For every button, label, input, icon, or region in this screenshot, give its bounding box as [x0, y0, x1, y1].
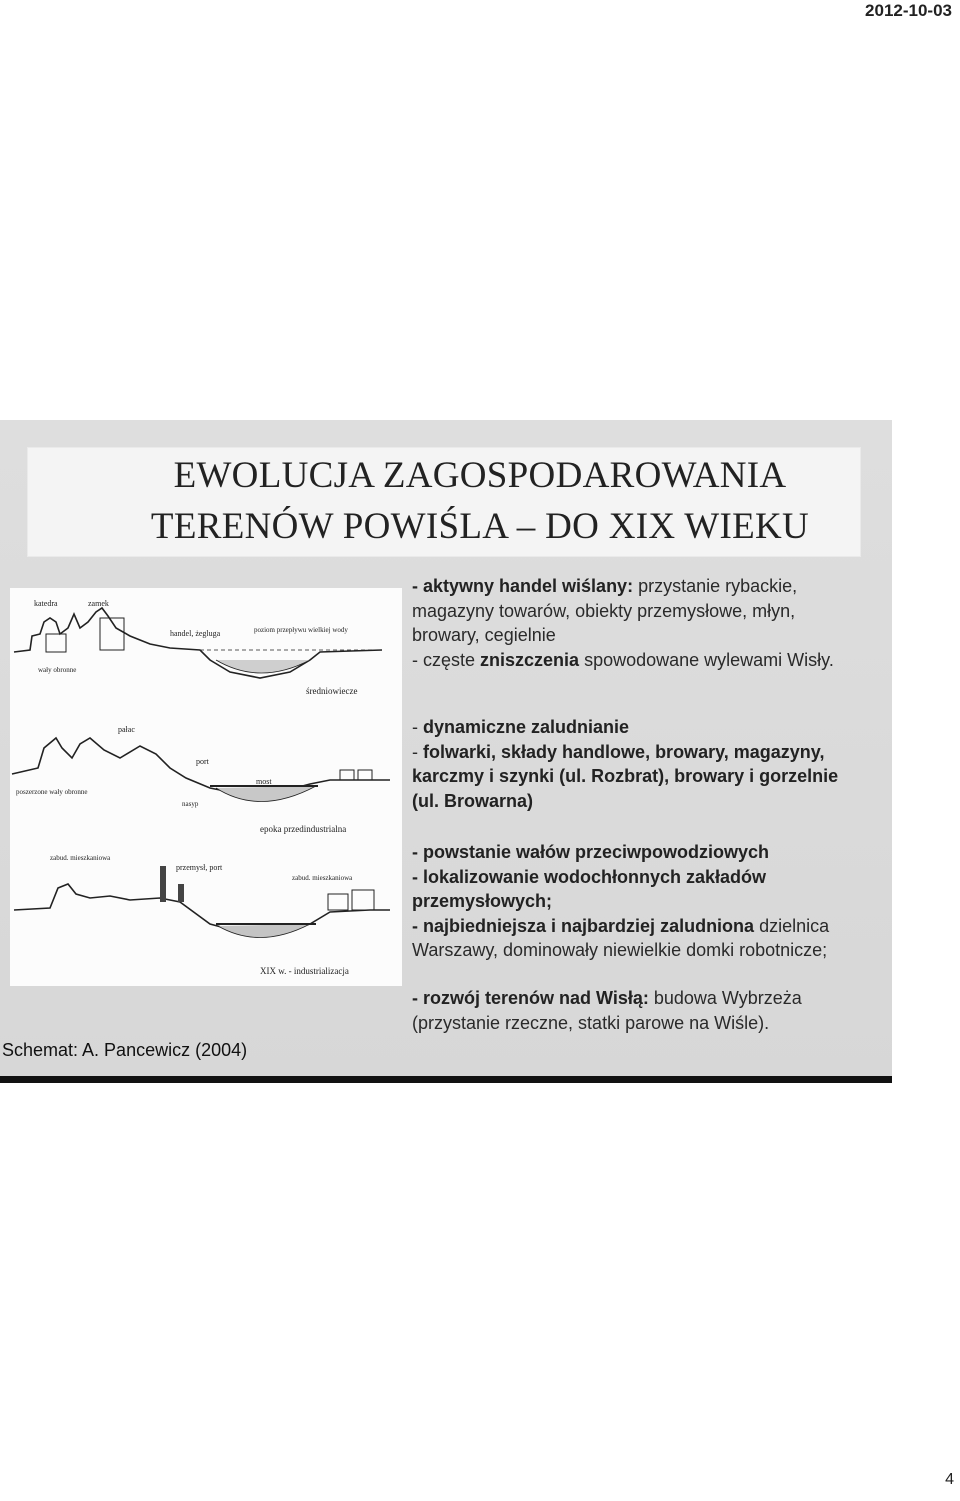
house-shape-a — [340, 770, 354, 780]
diagram-medieval — [14, 599, 382, 696]
block4-line2: (przystanie rzeczne, statki parowe na Wiśle). — [412, 1012, 770, 1033]
block3-line5: Warszawy, dominowały niewielkie domki robotnicze; — [412, 940, 828, 960]
block3-line4 — [412, 914, 890, 939]
block4-l1-bold: - rozwój terenów nad Wisłą: — [412, 988, 649, 1008]
block4-l1-rest: budowa Wybrzeża — [648, 988, 802, 1008]
river-evolution-diagram — [10, 588, 402, 986]
label-nasyp: nasyp — [182, 800, 199, 808]
slide-title-line1: EWOLUCJA ZAGOSPODAROWANIA — [173, 455, 787, 496]
block2-line4: (ul. Browarna) — [412, 790, 534, 811]
label-poziom: poziom przepływu wielkiej wody — [254, 626, 348, 634]
block1-l4-pre: - częste — [412, 649, 481, 670]
block2-l1-pre: - — [412, 717, 423, 737]
tenement-shape-b — [352, 890, 374, 910]
block3-l4-rest: dzielnica — [754, 915, 830, 936]
chimney-shape-a — [160, 866, 166, 902]
cathedral-shape — [46, 634, 66, 652]
block1-rest: przystanie rybackie, — [633, 576, 798, 596]
block1-l4-bold: zniszczenia — [480, 649, 580, 670]
house-shape-b — [358, 770, 372, 780]
block2-l1-bold: dynamiczne zaludnianie — [423, 717, 630, 737]
river-bed-2 — [216, 786, 316, 802]
page-number: 4 — [945, 1471, 954, 1488]
label-zamek: zamek — [88, 599, 109, 608]
label-poszerzone: poszerzone wały obronne — [16, 788, 88, 796]
text-block-industrial — [412, 840, 890, 963]
block2-l2-pre: - — [412, 741, 423, 762]
diagram-industrial — [14, 854, 390, 976]
block1-bold-lead: - aktywny handel wiślany: — [412, 576, 634, 596]
diagram-panel — [10, 588, 402, 986]
label-port: port — [196, 757, 209, 766]
label-most: most — [256, 777, 272, 786]
block3-line2: - lokalizowanie wodochłonnych zakładów — [412, 866, 767, 887]
label-katedra: katedra — [34, 599, 58, 608]
tenement-shape-a — [328, 894, 348, 910]
terrain-line-3 — [14, 884, 390, 932]
label-waly: wały obronne — [38, 666, 77, 674]
block3-line3: przemysłowych; — [412, 891, 553, 911]
caption-preindustrial: epoka przedindustrialna — [260, 824, 347, 834]
slide-bottom-border — [0, 1076, 892, 1083]
block2-line3: karczmy i szynki (ul. Rozbrat), browary i gorzelnie — [412, 766, 839, 786]
block1-l4-rest: spowodowane wylewami Wisły. — [579, 649, 834, 670]
caption-industrial: XIX w. - industrializacja — [260, 966, 349, 976]
slide-title-line2: TERENÓW POWIŚLA – DO XIX WIEKU — [150, 506, 810, 547]
block3-line1: - powstanie wałów przeciwpowodziowych — [412, 842, 770, 862]
label-palac: pałac — [118, 725, 135, 734]
block1-line4 — [412, 648, 890, 673]
terrain-line-2 — [12, 738, 390, 794]
block3-l4-bold: - najbiedniejsza i najbardziej zaludniona — [412, 915, 755, 936]
block1-line2: magazyny towarów, obiekty przemysłowe, młyn, — [412, 600, 796, 621]
label-przemysl: przemysł, port — [176, 863, 223, 872]
block4-line1 — [412, 986, 890, 1011]
header-date: 2012-10-03 — [865, 1, 952, 20]
text-block-riverside — [412, 986, 890, 1035]
river-bed-3 — [218, 924, 310, 938]
label-zabud2: zabud. mieszkaniowa — [292, 874, 353, 882]
river-bed-1 — [216, 660, 310, 673]
label-handel: handel, żegluga — [170, 629, 221, 638]
block1-line1 — [412, 574, 890, 599]
chimney-shape-b — [178, 884, 184, 902]
label-zabud1: zabud. mieszkaniowa — [50, 854, 111, 862]
diagram-preindustrial — [12, 725, 390, 834]
text-block-preindustrial — [412, 715, 890, 813]
block2-line2 — [412, 740, 890, 765]
text-block-medieval — [412, 574, 890, 672]
caption-medieval: średniowiecze — [306, 686, 358, 696]
block2-l2-bold: folwarki, składy handlowe, browary, magazyny, — [423, 741, 825, 762]
block1-line3: browary, cegielnie — [412, 625, 556, 645]
block2-line1 — [412, 715, 890, 740]
diagram-credit: Schemat: A. Pancewicz (2004) — [2, 1040, 248, 1060]
